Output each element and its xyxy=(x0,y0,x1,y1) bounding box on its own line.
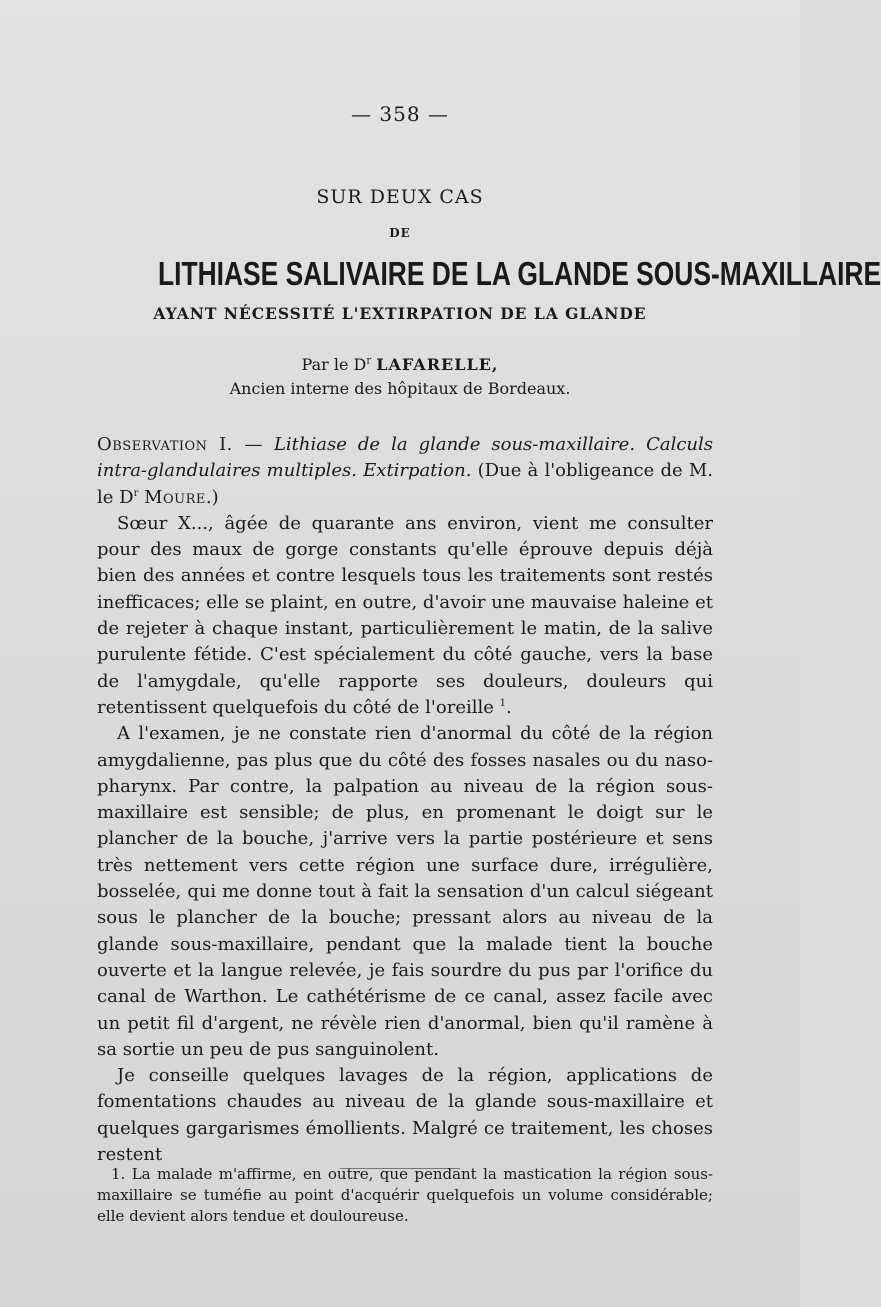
paragraph-2: A l'examen, je ne constate rien d'anormal du côté de la région amygdalienne, pas plus que du côté des fosses nasales ou du naso-pharynx. Par contre, la palpation au niveau de la région sous-maxillaire est sensible; de plus, en promenant le doigt sur le plancher de la bouche, j'arrive vers la partie postérieure et sens très nettement vers cette région une surface dure, irrégulière, bosselée, qui me donne tout à fait la sensation d'un calcul siégeant sous le plancher de la bouche; pressant alors au niveau de la glande sous-maxillaire, pendant que la malade tient la bouche ouverte et la langue relevée, je fais sourdre du pus par l'orifice du canal de Warthon. Le cathétérisme de ce canal, assez facile avec un petit fil d'argent, ne révèle rien d'anormal, bien qu'il ramène à sa sortie un peu de pus sanguinolent. xyxy=(97,723,713,1060)
credit-start: (Due à l'obligeance de M. le D xyxy=(97,460,713,508)
observation-title: Lithiase de la glande sous-maxillaire. Calculs intra-glandulaires multiples. Extirpation. xyxy=(97,434,713,482)
credit-sup: r xyxy=(133,487,139,499)
body-text xyxy=(97,432,713,1168)
main-title: LITHIASE SALIVAIRE DE LA GLANDE SOUS-MAXILLAIRE xyxy=(158,255,881,292)
observation-label: Observation I. — xyxy=(97,434,263,455)
author-prefix: Par le D xyxy=(301,355,367,374)
page-number: — 358 — xyxy=(351,102,449,126)
footnote: 1. La malade m'affirme, en outre, que pendant la mastication la région sous-maxillaire se tuméfie au point d'acquérir quelquefois un volume considérable; elle devient alors tendue et douloureuse. xyxy=(97,1165,713,1225)
observation-heading xyxy=(97,432,713,511)
paragraph-1-end: . xyxy=(506,696,512,718)
subtitle: AYANT NÉCESSITÉ L'EXTIRPATION DE LA GLANDE xyxy=(153,304,647,323)
credit-name: Moure xyxy=(144,486,206,508)
paragraph-3: Je conseille quelques lavages de la région, applications de fomentations chaudes au niveau de la glande sous-maxillaire et quelques gargarismes émollients. Malgré ce traitement, les choses restent xyxy=(97,1065,713,1166)
author-line xyxy=(0,355,800,374)
paragraph-1-text: Sœur X..., âgée de quarante ans environ, vient me consulter pour des maux de gorge constants qu'elle éprouve depuis déjà bien des années et contre lesquels tous les traitements sont restés inefficaces; elle se plaint, en outre, d'avoir une mauvaise haleine et de rejeter à chaque instant, particulièrement le matin, de la salive purulente fétide. C'est spécialement du côté gauche, vers la base de l'amygdale, qu'elle rapporte ses douleurs, douleurs qui retentissent quelquefois du côté de l'oreille xyxy=(97,512,713,718)
credit-end: .) xyxy=(205,486,219,508)
author-name: LAFARELLE, xyxy=(376,355,499,374)
author-prefix-sup: r xyxy=(366,355,372,367)
author-affiliation: Ancien interne des hôpitaux de Bordeaux. xyxy=(229,379,571,398)
title-line-1: SUR DEUX CAS xyxy=(316,186,484,208)
footnote-ref: 1 xyxy=(499,697,506,709)
title-line-2: DE xyxy=(389,226,411,240)
paragraph-1 xyxy=(97,511,713,721)
